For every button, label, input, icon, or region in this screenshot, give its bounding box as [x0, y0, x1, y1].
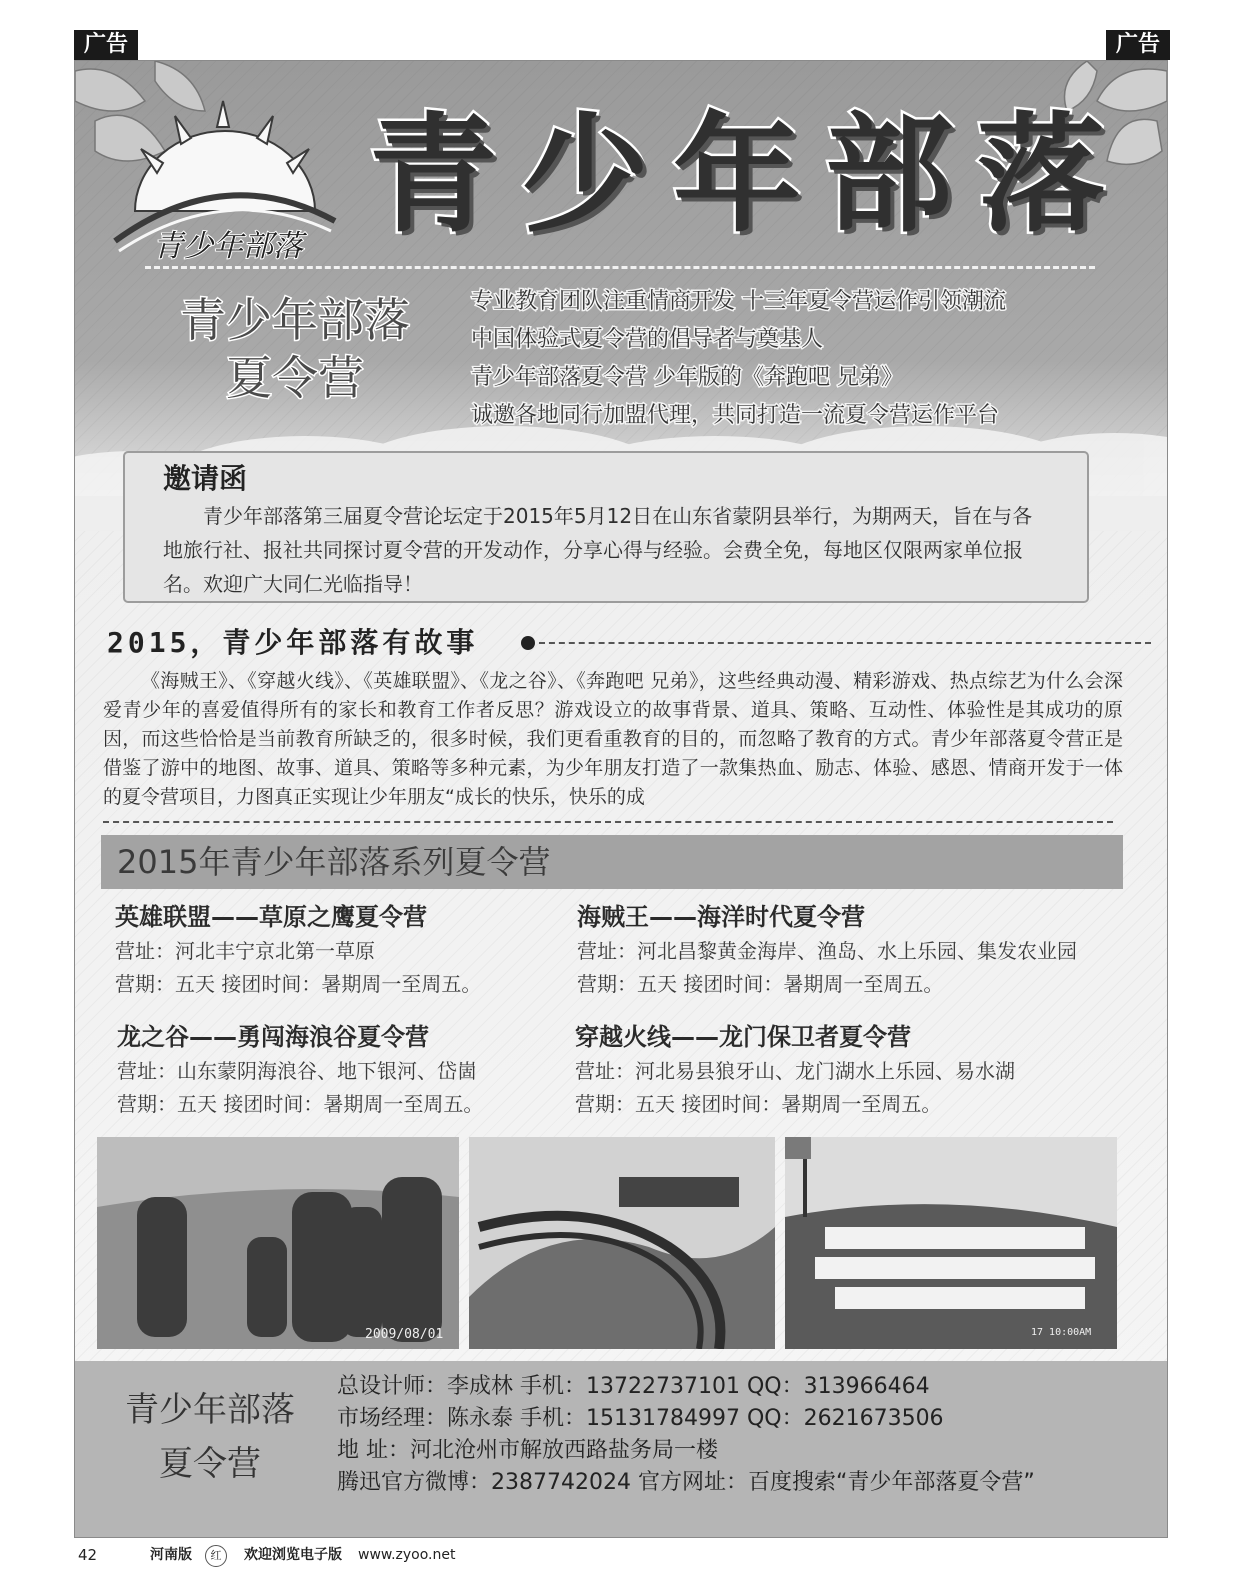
camp-item: [575, 1019, 1095, 1121]
photo-grassland-kids: [97, 1137, 459, 1349]
slogan-line: 中国体验式夏令营的倡导者与奠基人: [471, 327, 824, 352]
slogan-line: 青少年部落夏令营 少年版的《奔跑吧 兄弟》: [471, 365, 903, 390]
camp-site: 营址：山东蒙阴海浪谷、地下银河、岱崮: [117, 1059, 477, 1083]
ad-page: [74, 60, 1168, 1538]
page-footer: [78, 1542, 678, 1568]
contact-line: 腾迅官方微博：2387742024 官方网址：百度搜索“青少年部落夏令营”: [337, 1470, 1035, 1495]
invitation-body: 青少年部落第三届夏令营论坛定于2015年5月12日在山东省蒙阴县举行，为期两天，旨在与各地旅行社、报社共同探讨夏令营的开发动作，分享心得与经验。会费全免，每地区仅限两家单位报名。欢迎广大同仁光临指导！: [163, 504, 1033, 596]
invitation-box: [123, 451, 1089, 603]
edition-label: 河南版: [150, 1547, 192, 1563]
camp-name-line2: 夏令营: [226, 351, 364, 405]
story-header: [107, 623, 1127, 663]
footer-name-line2: 夏令营: [159, 1444, 261, 1484]
contact-line: 总设计师：李成林 手机：13722737101 QQ：313966464: [337, 1374, 930, 1399]
brand-logo: [105, 91, 345, 281]
photo-date-stamp: 2009/08/01: [365, 1327, 444, 1342]
camp-period: 营期：五天 接团时间：暑期周一至周五。: [577, 972, 944, 996]
contact-line: 地 址：河北沧州市解放西路盐务局一楼: [337, 1438, 718, 1463]
camp-item: [577, 899, 1097, 1001]
camp-title: 龙之谷——勇闯海浪谷夏令营: [117, 1023, 429, 1051]
camp-site: 营址：河北易县狼牙山、龙门湖水上乐园、易水湖: [575, 1059, 1015, 1083]
camp-site: 营址：河北丰宁京北第一草原: [115, 939, 375, 963]
camp-title: 海贼王——海洋时代夏令营: [577, 903, 865, 931]
divider-middle: [103, 821, 1113, 823]
camp-item: [115, 899, 635, 1001]
story-title: 2015，青少年部落有故事: [107, 626, 479, 659]
invitation-title: 邀请函: [163, 462, 248, 495]
camp-period: 营期：五天 接团时间：暑期周一至周五。: [115, 972, 482, 996]
photo-roller-coaster: [469, 1137, 775, 1349]
slogan-line: 诚邀各地同行加盟代理，共同打造一流夏令营运作平台: [471, 403, 1000, 428]
photo-date-stamp: 17 10:00AM: [1031, 1327, 1092, 1338]
ad-tag-left: 广告: [74, 30, 138, 60]
edition-badge-icon: 红: [205, 1545, 227, 1567]
contact-line: 市场经理：陈永泰 手机：15131784997 QQ：2621673506: [337, 1406, 944, 1431]
footer-url: www.zyoo.net: [358, 1547, 456, 1563]
slogan-list: [471, 283, 1111, 435]
logo-script-text: 青少年部落: [153, 229, 303, 264]
series-title: 2015年青少年部落系列夏令营: [101, 835, 1123, 889]
camp-site: 营址：河北昌黎黄金海岸、渔岛、水上乐园、集发农业园: [577, 939, 1077, 963]
page-number: 42: [78, 1546, 98, 1564]
camp-title: 穿越火线——龙门保卫者夏令营: [575, 1023, 911, 1051]
footer-name-line1: 青少年部落: [125, 1390, 295, 1430]
story-body: 《海贼王》、《穿越火线》、《英雄联盟》、《龙之谷》、《奔跑吧 兄弟》，这些经典动漫、精彩游戏、热点综艺为什么会深爱青少年的喜爱值得所有的家长和教育工作者反思？游戏设立的故事背景、道具、策略、互动性、体验性是其成功的原因，而这些恰恰是当前教育所缺乏的，很多时候，我们更看重教育的目的，而忽略了教育的方式。青少年部落夏令营正是借鉴了游中的地图、故事、道具、策略等多种元素，为少年朋友打造了一款集热血、励志、体验、感恩、情商开发于一体的夏令营项目，力图真正实现让少年朋友“成长的快乐，快乐的成: [103, 670, 1123, 808]
ad-tag-right: 广告: [1106, 30, 1170, 60]
bullet-dot-icon: [521, 636, 535, 650]
contact-lines: [337, 1371, 1137, 1499]
photo-group-mountain: [785, 1137, 1117, 1349]
footer-text: 欢迎浏览电子版: [244, 1547, 342, 1563]
contact-footer: [75, 1361, 1167, 1537]
story-divider: [539, 642, 1151, 644]
camp-item: [117, 1019, 637, 1121]
divider-top: [145, 266, 1095, 269]
page-title: 青少年部落: [369, 101, 1130, 250]
camp-period: 营期：五天 接团时间：暑期周一至周五。: [575, 1092, 942, 1116]
camp-name: [165, 291, 425, 407]
slogan-line: 专业教育团队注重情商开发 十三年夏令营运作引领潮流: [471, 289, 1006, 314]
camp-title: 英雄联盟——草原之鹰夏令营: [115, 903, 427, 931]
camp-name-line1: 青少年部落: [180, 293, 410, 347]
camp-period: 营期：五天 接团时间：暑期周一至周五。: [117, 1092, 484, 1116]
footer-camp-name: [105, 1383, 315, 1491]
